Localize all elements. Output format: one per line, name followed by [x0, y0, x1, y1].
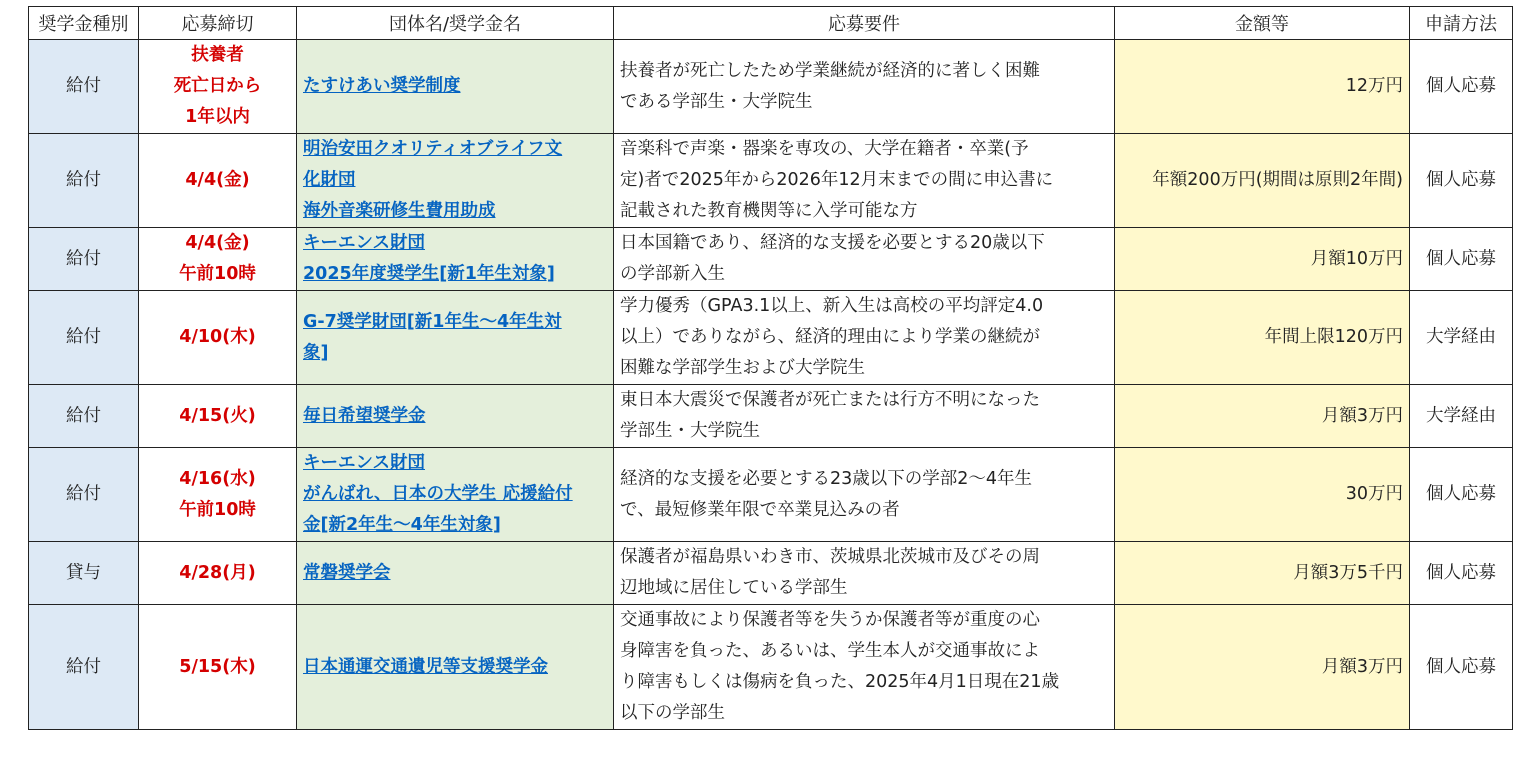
scholarship-type-cell: 貸与: [29, 542, 139, 605]
requirements-line: 以下の学部生: [620, 703, 725, 723]
application-method-cell: 個人応募: [1410, 134, 1513, 228]
deadline-cell: [139, 385, 297, 448]
application-method-cell: 個人応募: [1410, 605, 1513, 730]
deadline-line: 1年以内: [185, 107, 250, 127]
requirements-line: 東日本大震災で保護者が死亡または行方不明になった: [620, 390, 1040, 410]
application-method-cell: 個人応募: [1410, 228, 1513, 291]
amount-cell: 月額3万円: [1115, 605, 1410, 730]
table-row: [29, 134, 1513, 228]
requirements-line: り障害もしくは傷病を負った、2025年4月1日現在21歳: [620, 672, 1060, 692]
header-amount: 金額等: [1115, 7, 1410, 40]
amount-cell: 年額200万円(期間は原則2年間): [1115, 134, 1410, 228]
requirements-line: の学部新入生: [620, 264, 725, 284]
scholarship-link-line: たすけあい奨学制度: [303, 76, 461, 96]
scholarship-link[interactable]: [303, 307, 607, 369]
scholarship-link-line: キーエンス財団: [303, 453, 425, 473]
deadline-cell: [139, 228, 297, 291]
scholarship-type-cell: 給付: [29, 605, 139, 730]
requirements-line: 交通事故により保護者等を失うか保護者等が重度の心: [620, 610, 1040, 630]
requirements-cell: [614, 228, 1115, 291]
application-method-cell: 個人応募: [1410, 448, 1513, 542]
scholarship-link-line: がんばれ、日本の大学生 応援給付: [303, 484, 573, 504]
organization-cell: [297, 40, 614, 134]
requirements-line: 日本国籍であり、経済的な支援を必要とする20歳以下: [620, 233, 1045, 253]
deadline-line: 4/28(月): [179, 562, 256, 583]
amount-cell: 月額3万円: [1115, 385, 1410, 448]
deadline-line: 4/15(火): [179, 405, 256, 426]
requirements-line: 記載された教育機関等に入学可能な方: [620, 201, 918, 221]
requirements-line: 音楽科で声楽・器楽を専攻の、大学在籍者・卒業(予: [620, 139, 1029, 159]
header-org: 団体名/奨学金名: [297, 7, 614, 40]
scholarship-link[interactable]: [303, 401, 607, 432]
table-row: [29, 385, 1513, 448]
requirements-line: 困難な学部学生および大学院生: [620, 358, 865, 378]
amount-cell: 年間上限120万円: [1115, 291, 1410, 385]
table-row: [29, 291, 1513, 385]
deadline-cell: [139, 40, 297, 134]
deadline-line: 午前10時: [179, 264, 256, 284]
requirements-line: 経済的な支援を必要とする23歳以下の学部2～4年生: [620, 468, 1033, 489]
requirements-line: 辺地域に居住している学部生: [620, 578, 848, 598]
requirements-line: 定)者で2025年から2026年12月末までの間に申込書に: [620, 170, 1054, 190]
scholarship-link-line: 2025年度奨学生[新1年生対象]: [303, 264, 555, 284]
deadline-line: 4/4(金): [185, 170, 250, 190]
requirements-line: 身障害を負った、あるいは、学生本人が交通事故によ: [620, 641, 1040, 661]
deadline-line: 4/4(金): [185, 233, 250, 253]
scholarship-type-cell: 給付: [29, 228, 139, 291]
deadline-cell: [139, 134, 297, 228]
application-method-cell: 個人応募: [1410, 40, 1513, 134]
scholarship-link[interactable]: [303, 448, 607, 541]
requirements-cell: [614, 134, 1115, 228]
scholarship-table: [28, 6, 1513, 730]
table-row: [29, 448, 1513, 542]
scholarship-link-line: 金[新2年生～4年生対象]: [303, 515, 501, 535]
requirements-line: 以上）でありながら、経済的理由により学業の継続が: [620, 327, 1040, 347]
header-method: 申請方法: [1410, 7, 1513, 40]
scholarship-link-line: 象]: [303, 342, 329, 363]
scholarship-link[interactable]: [303, 134, 607, 227]
requirements-cell: [614, 40, 1115, 134]
application-method-cell: 大学経由: [1410, 385, 1513, 448]
requirements-line: 扶養者が死亡したため学業継続が経済的に著しく困難: [620, 60, 1040, 81]
requirements-cell: [614, 542, 1115, 605]
scholarship-type-cell: 給付: [29, 385, 139, 448]
amount-cell: 月額3万5千円: [1115, 542, 1410, 605]
amount-cell: 12万円: [1115, 40, 1410, 134]
deadline-cell: [139, 542, 297, 605]
requirements-line: である学部生・大学院生: [620, 91, 813, 112]
scholarship-link[interactable]: [303, 652, 607, 683]
scholarship-link-line: キーエンス財団: [303, 233, 425, 253]
requirements-line: 学部生・大学院生: [620, 421, 760, 441]
requirements-cell: [614, 605, 1115, 730]
organization-cell: [297, 448, 614, 542]
scholarship-link-line: 日本通運交通遺児等支援奨学金: [303, 656, 548, 677]
requirements-line: で、最短修業年限で卒業見込みの者: [620, 499, 900, 520]
application-method-cell: 大学経由: [1410, 291, 1513, 385]
table-row: [29, 228, 1513, 291]
amount-cell: 月額10万円: [1115, 228, 1410, 291]
organization-cell: [297, 542, 614, 605]
deadline-cell: [139, 448, 297, 542]
scholarship-link-line: 毎日希望奨学金: [303, 405, 426, 426]
scholarship-link-line: G-7奨学財団[新1年生～4年生対: [303, 311, 562, 332]
scholarship-type-cell: 給付: [29, 134, 139, 228]
table-row: [29, 40, 1513, 134]
deadline-cell: [139, 291, 297, 385]
scholarship-type-cell: 給付: [29, 448, 139, 542]
scholarship-link-line: 明治安田クオリティオブライフ文: [303, 139, 563, 159]
scholarship-link[interactable]: [303, 558, 607, 589]
header-deadline: 応募締切: [139, 7, 297, 40]
organization-cell: [297, 385, 614, 448]
scholarship-type-cell: 給付: [29, 291, 139, 385]
requirements-cell: [614, 385, 1115, 448]
scholarship-link-line: 常磐奨学会: [303, 562, 391, 583]
scholarship-link[interactable]: [303, 228, 607, 290]
deadline-line: 5/15(木): [179, 656, 256, 677]
header-row: [29, 7, 1513, 40]
header-type: 奨学金種別: [29, 7, 139, 40]
requirements-cell: [614, 448, 1115, 542]
deadline-line: 死亡日から: [173, 76, 262, 96]
scholarship-link-line: 海外音楽研修生費用助成: [303, 201, 496, 221]
header-requirements: 応募要件: [614, 7, 1115, 40]
organization-cell: [297, 228, 614, 291]
deadline-line: 4/10(木): [179, 327, 256, 347]
application-method-cell: 個人応募: [1410, 542, 1513, 605]
deadline-line: 4/16(水): [179, 468, 256, 489]
organization-cell: [297, 291, 614, 385]
organization-cell: [297, 134, 614, 228]
deadline-cell: [139, 605, 297, 730]
amount-cell: 30万円: [1115, 448, 1410, 542]
table-row: [29, 605, 1513, 730]
requirements-line: 保護者が福島県いわき市、茨城県北茨城市及びその周: [620, 547, 1040, 567]
deadline-line: 扶養者: [191, 45, 244, 65]
scholarship-type-cell: 給付: [29, 40, 139, 134]
requirements-cell: [614, 291, 1115, 385]
scholarship-link-line: 化財団: [303, 170, 356, 190]
deadline-line: 午前10時: [179, 499, 256, 520]
scholarship-link[interactable]: [303, 71, 607, 102]
table-row: [29, 542, 1513, 605]
requirements-line: 学力優秀（GPA3.1以上、新入生は高校の平均評定4.0: [620, 296, 1044, 316]
organization-cell: [297, 605, 614, 730]
